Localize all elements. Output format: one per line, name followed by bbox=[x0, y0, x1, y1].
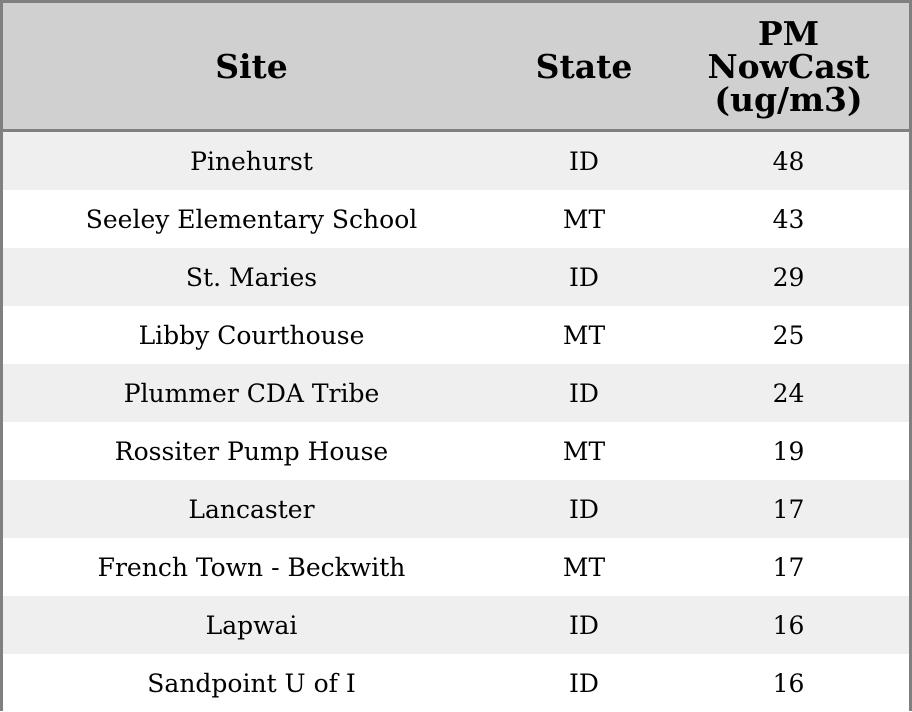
pm-value-cell: 25 bbox=[772, 320, 805, 350]
site-cell: Seeley Elementary School bbox=[85, 204, 418, 234]
site-cell: Lancaster bbox=[188, 494, 315, 524]
site-cell: Lapwai bbox=[205, 610, 298, 640]
pm-value-cell: 24 bbox=[772, 378, 805, 408]
site-cell: Plummer CDA Tribe bbox=[123, 378, 380, 408]
state-cell: MT bbox=[562, 552, 606, 582]
site-cell: Libby Courthouse bbox=[138, 320, 365, 350]
site-cell: French Town - Beckwith bbox=[97, 552, 406, 582]
pm-value-cell: 29 bbox=[772, 262, 805, 292]
table-row bbox=[3, 422, 909, 480]
pm-value-cell: 17 bbox=[772, 552, 805, 582]
pm-value-cell: 48 bbox=[772, 146, 805, 176]
pm-value-cell: 16 bbox=[772, 668, 805, 698]
state-cell: MT bbox=[562, 436, 606, 466]
pm-value-cell: 19 bbox=[772, 436, 805, 466]
column-header-state: State bbox=[535, 46, 633, 86]
table-row bbox=[3, 596, 909, 654]
state-cell: ID bbox=[569, 378, 599, 408]
site-cell: St. Maries bbox=[185, 262, 318, 292]
state-cell: ID bbox=[569, 262, 599, 292]
state-cell: MT bbox=[562, 204, 606, 234]
table-row bbox=[3, 248, 909, 306]
column-header-pm-nowcast-label: PM NowCast (ug/m3) bbox=[707, 13, 870, 119]
table-row bbox=[3, 364, 909, 422]
table-row bbox=[3, 306, 909, 364]
state-cell: ID bbox=[569, 494, 599, 524]
site-cell: Pinehurst bbox=[190, 146, 313, 176]
table-header bbox=[3, 3, 909, 132]
column-header-pm-nowcast bbox=[668, 3, 909, 129]
site-cell: Sandpoint U of I bbox=[147, 668, 356, 698]
pm-value-cell: 16 bbox=[772, 610, 805, 640]
table-row bbox=[3, 480, 909, 538]
table-row bbox=[3, 190, 909, 248]
pm-value-cell: 43 bbox=[772, 204, 805, 234]
table-row bbox=[3, 654, 909, 712]
column-header-site: Site bbox=[215, 46, 288, 86]
table-row bbox=[3, 132, 909, 190]
site-cell: Rossiter Pump House bbox=[114, 436, 389, 466]
table-body bbox=[3, 132, 909, 712]
state-cell: ID bbox=[569, 610, 599, 640]
state-cell: MT bbox=[562, 320, 606, 350]
state-cell: ID bbox=[569, 668, 599, 698]
table-row bbox=[3, 538, 909, 596]
state-cell: ID bbox=[569, 146, 599, 176]
pm-value-cell: 17 bbox=[772, 494, 805, 524]
